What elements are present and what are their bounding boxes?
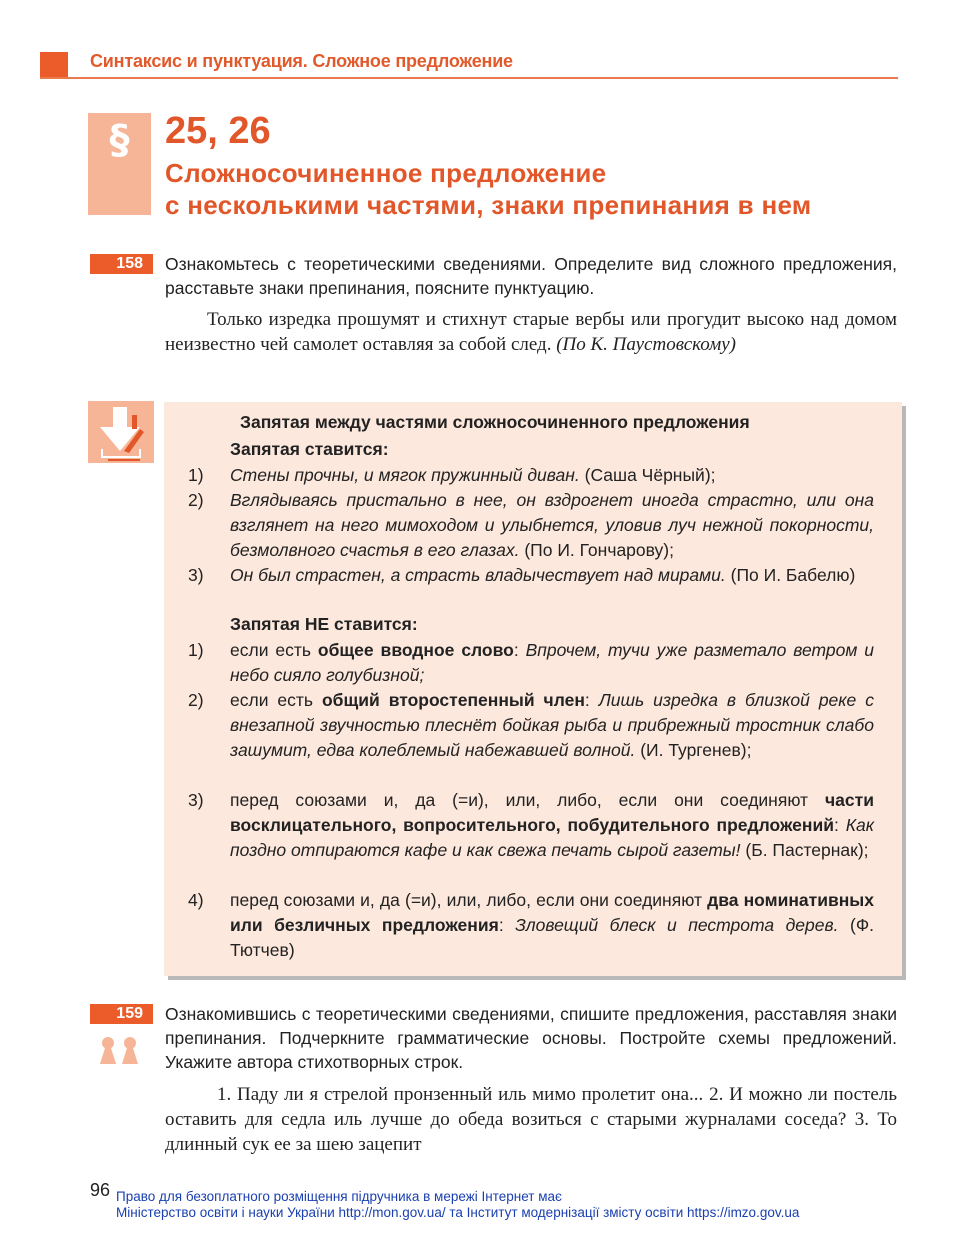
header-marker [40,52,68,78]
paragraph-badge [88,113,151,215]
rule-placed-item-1: 1) Стены прочны, и мягок пружинный диван. (Саша Чёрный); [188,465,716,485]
rule-placed-item-2: 2) Вглядываясь пристально в нее, он вздрогнет иногда страстно, или она взглянет на него мимоходом и улыбнется, уловив луч нежной покорности, безмолвного счастья в его глазах. (По И. Гончарову); [188,490,874,560]
running-header: Синтаксис и пунктуация. Сложное предложение [90,51,513,71]
exercise-159-task: Ознакомившись с теоретическими сведениями, спишите предложения, расставляя знаки препинания. Подчеркните грамматические основы. Постройте схемы предложений. Укажите автора стихотворных строк. [165,1004,897,1072]
rule-title: Запятая между частями сложносочиненного предложения [240,412,750,432]
exercise-number-159: 159 [90,1004,153,1024]
pair-work-icon [96,1036,146,1069]
copyright-footer: Право для безоплатного розміщення підручника в мережі Інтернет має Міністерство освіти і науки України http://mon.gov.ua/ та Інститут модернізації змісту освіти https://imzo.gov.ua [116,1189,800,1220]
rule-not-placed-item-4: 4) перед союзами и, да (=и), или, либо, если они соединяют два номинативных или безличных предложения: Зловещий блеск и пестрота дерев. (Ф. Тютчев) [188,890,874,960]
section-numbers: 25, 26 [165,110,271,152]
section-title: Сложносочиненное предложение с несколькими частями, знаки препинания в нем [165,158,812,220]
rule-not-placed-item-3: 3) перед союзами и, да (=и), или, либо, если они соединяют части восклицательного, вопросительного, побудительного предложений: Как поздно отпираются кафе и как свежа печать сырой газеты! (Б. Пастернак); [188,790,874,860]
rule-placed-item-3: 3) Он был страстен, а страсть владычествует над мирами. (По И. Бабелю) [188,565,856,585]
paragraph-sign-icon: § [109,117,130,163]
exercise-number-158: 158 [90,254,153,274]
exercise-158-task: Ознакомьтесь с теоретическими сведениями. Определите вид сложного предложения, расставьте знаки препинания, поясните пунктуацию. [165,254,897,298]
exercise-158-text: Только изредка прошумят и стихнут старые вербы или прогудит высоко над домом неизвестно чей самолет оставляя за собой след. (По К. Паустовскому) [165,309,897,355]
page-number: 96 [90,1180,111,1200]
exercise-159-text: 1. Паду ли я стрелой пронзенный иль мимо пролетит она... 2. И можно ли постель оставить для седла иль лучше до обеда возиться с старыми журналами соседа? 3. То длинный сук ее за шею зацепит [165,1084,897,1155]
rule-not-placed-heading: Запятая НЕ ставится: [230,614,418,634]
rule-not-placed-item-2: 2) если есть общий второстепенный член: Лишь изредка в близкой реке с внезапной звучностью плеснёт бойкая рыба и прибрежный тростник слабо зашумит, едва колеблемый набежавшей волной. (И. Тургенев); [188,690,874,760]
download-arrow-icon [88,401,154,463]
rule-not-placed-item-1: 1) если есть общее вводное слово: Впрочем, тучи уже разметало ветром и небо сияло голубизной; [188,640,874,685]
header-divider [40,77,898,79]
rule-placed-heading: Запятая ставится: [230,439,389,459]
